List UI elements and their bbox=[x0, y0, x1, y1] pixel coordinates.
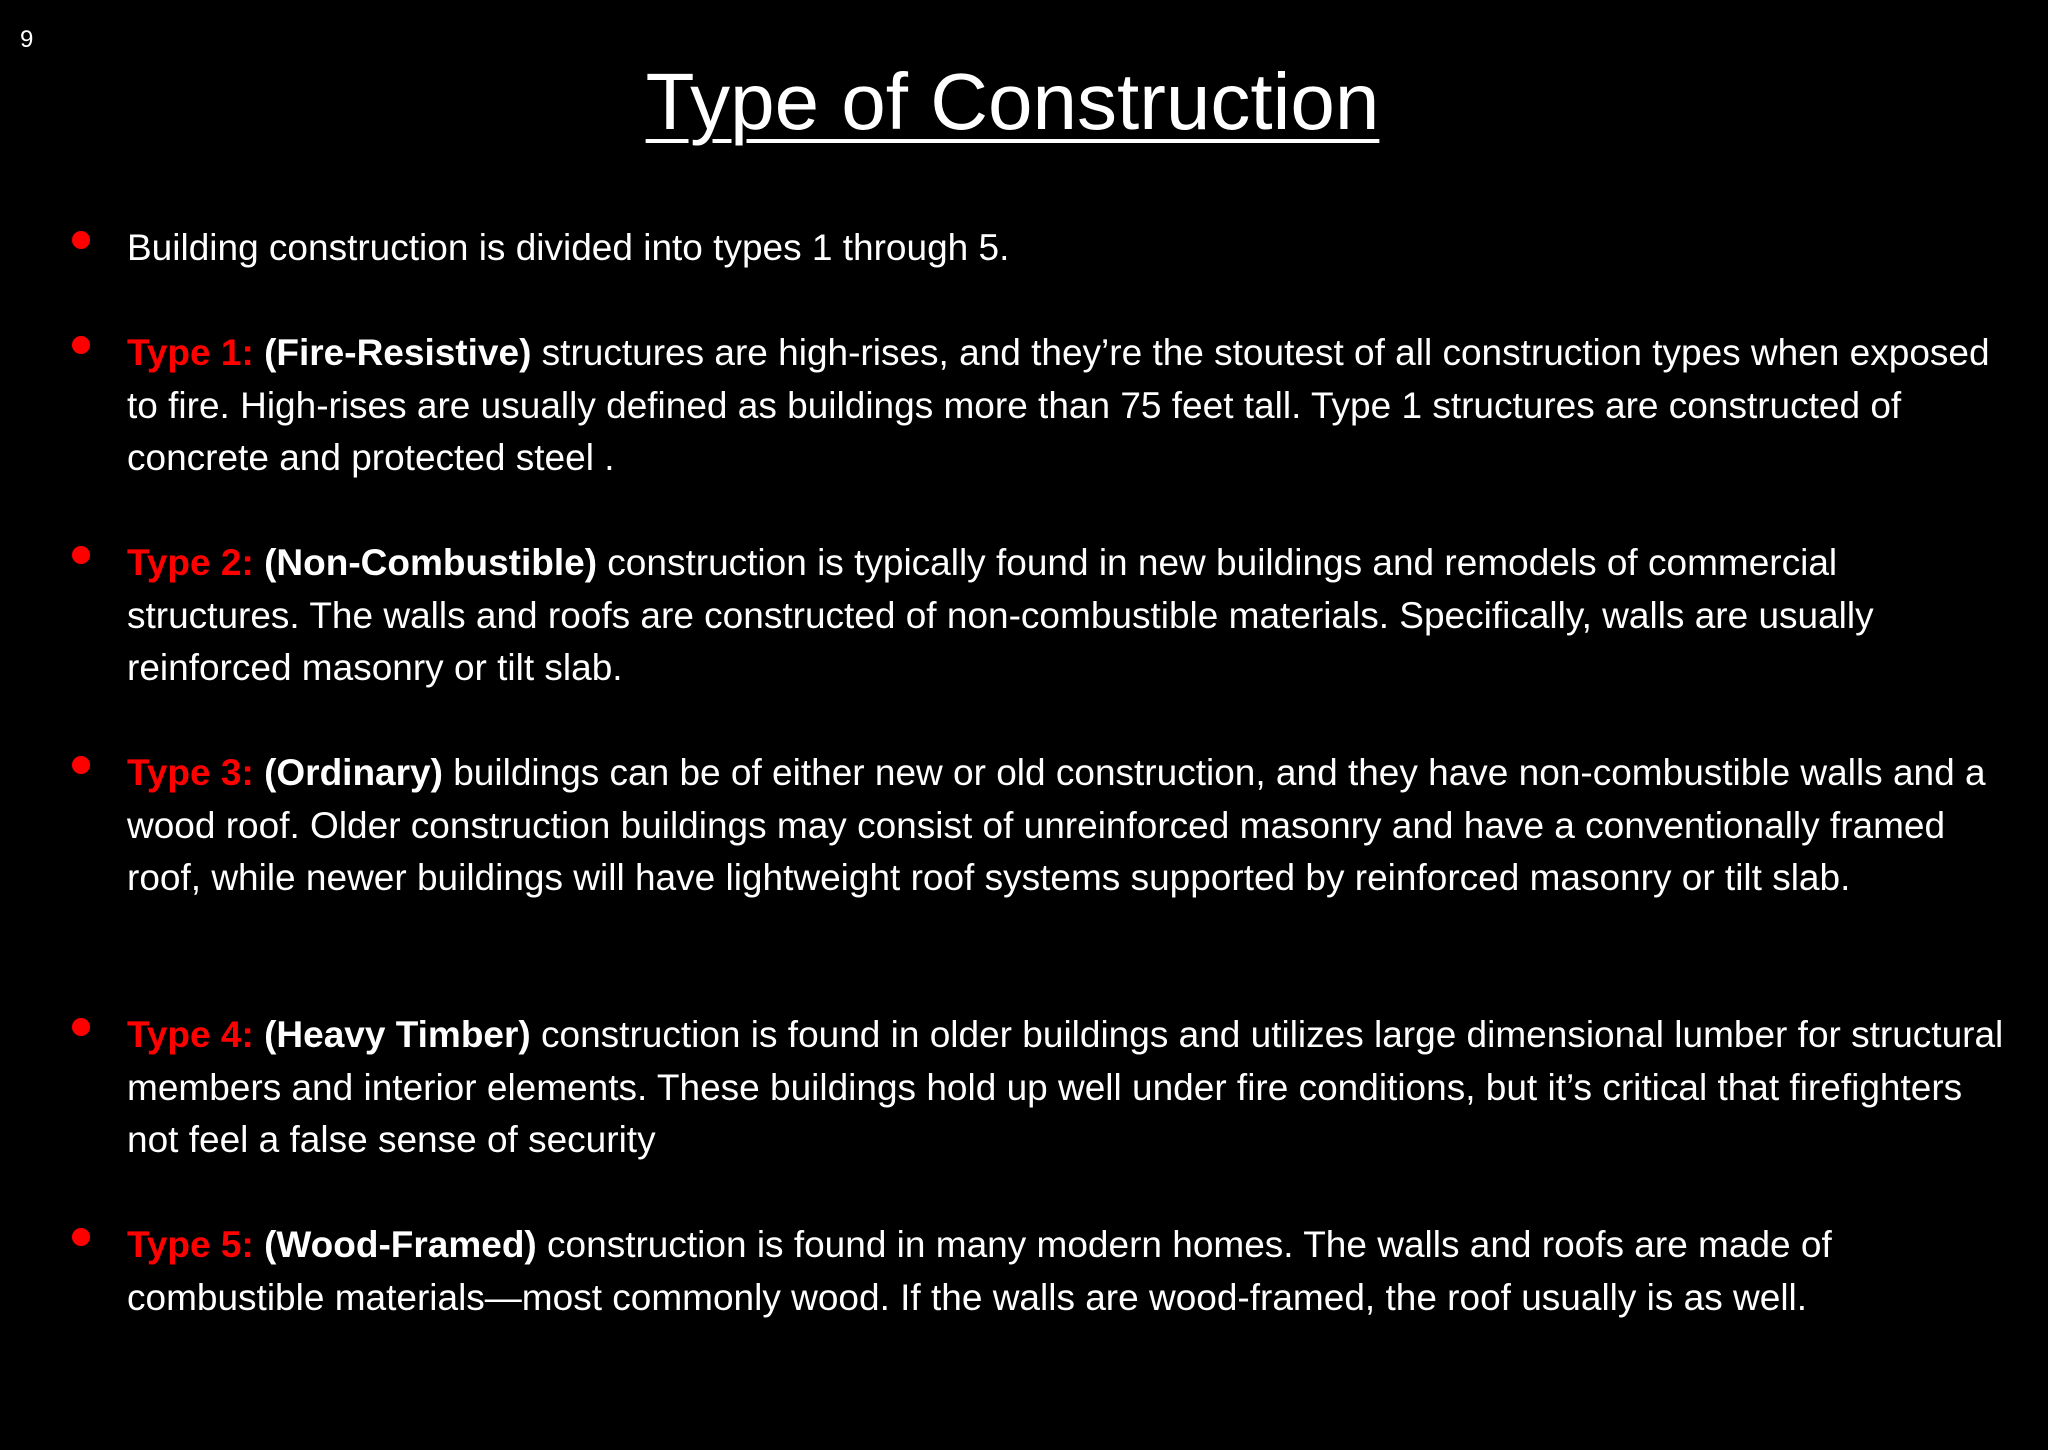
type-label: Type 4: bbox=[127, 1014, 254, 1055]
bullet-dot-icon bbox=[72, 756, 90, 774]
slide-title: Type of Construction bbox=[645, 57, 1380, 146]
bullet-item-type-5 bbox=[127, 1219, 2007, 1324]
type-name: (Fire-Resistive) bbox=[264, 332, 532, 373]
bullet-text: construction is found in many modern homes. The walls and roofs are made of combustible materials—most commonly wood. If the walls are wood-framed, the roof usually is as well. bbox=[127, 1224, 1832, 1318]
type-name: (Non-Combustible) bbox=[264, 542, 598, 583]
bullet-item-type-3 bbox=[127, 747, 2007, 905]
bullet-dot-icon bbox=[72, 336, 90, 354]
type-label: Type 3: bbox=[127, 752, 254, 793]
type-label: Type 5: bbox=[127, 1224, 254, 1265]
bullet-dot-icon bbox=[72, 1228, 90, 1246]
bullet-item-intro bbox=[127, 222, 2007, 275]
bullet-dot-icon bbox=[72, 1018, 90, 1036]
bullet-text: Building construction is divided into types 1 through 5. bbox=[127, 227, 1010, 268]
bullet-item-type-1 bbox=[127, 327, 2007, 485]
bullet-dot-icon bbox=[72, 231, 90, 249]
bullet-dot-icon bbox=[72, 546, 90, 564]
bullet-text: structures are high-rises, and they’re the stoutest of all construction types when exposed to fire. High-rises are usually defined as buildings more than 75 feet tall. Type 1 structures are constructed of concrete and protected steel . bbox=[127, 332, 1990, 478]
bullet-text: buildings can be of either new or old construction, and they have non-combustible walls and a wood roof. Older construction buildings may consist of unreinforced masonry and have a conventionally framed roof, while newer buildings will have lightweight roof systems supported by reinforced masonry or tilt slab. bbox=[127, 752, 1986, 898]
type-name: (Wood-Framed) bbox=[264, 1224, 537, 1265]
type-label: Type 2: bbox=[127, 542, 254, 583]
slide-number: 9 bbox=[20, 26, 34, 53]
type-name: (Heavy Timber) bbox=[264, 1014, 531, 1055]
bullet-item-type-2 bbox=[127, 537, 2007, 695]
type-name: (Ordinary) bbox=[264, 752, 443, 793]
bullet-item-type-4 bbox=[127, 1009, 2007, 1167]
type-label: Type 1: bbox=[127, 332, 254, 373]
bullet-text: construction is typically found in new buildings and remodels of commercial structures. The walls and roofs are constructed of non-combustible materials. Specifically, walls are usually reinforced masonry or tilt slab. bbox=[127, 542, 1874, 688]
bullet-text: construction is found in older buildings and utilizes large dimensional lumber for structural members and interior elements. These buildings hold up well under fire conditions, but it’s critical that firefighters not feel a false sense of security bbox=[127, 1014, 2004, 1160]
